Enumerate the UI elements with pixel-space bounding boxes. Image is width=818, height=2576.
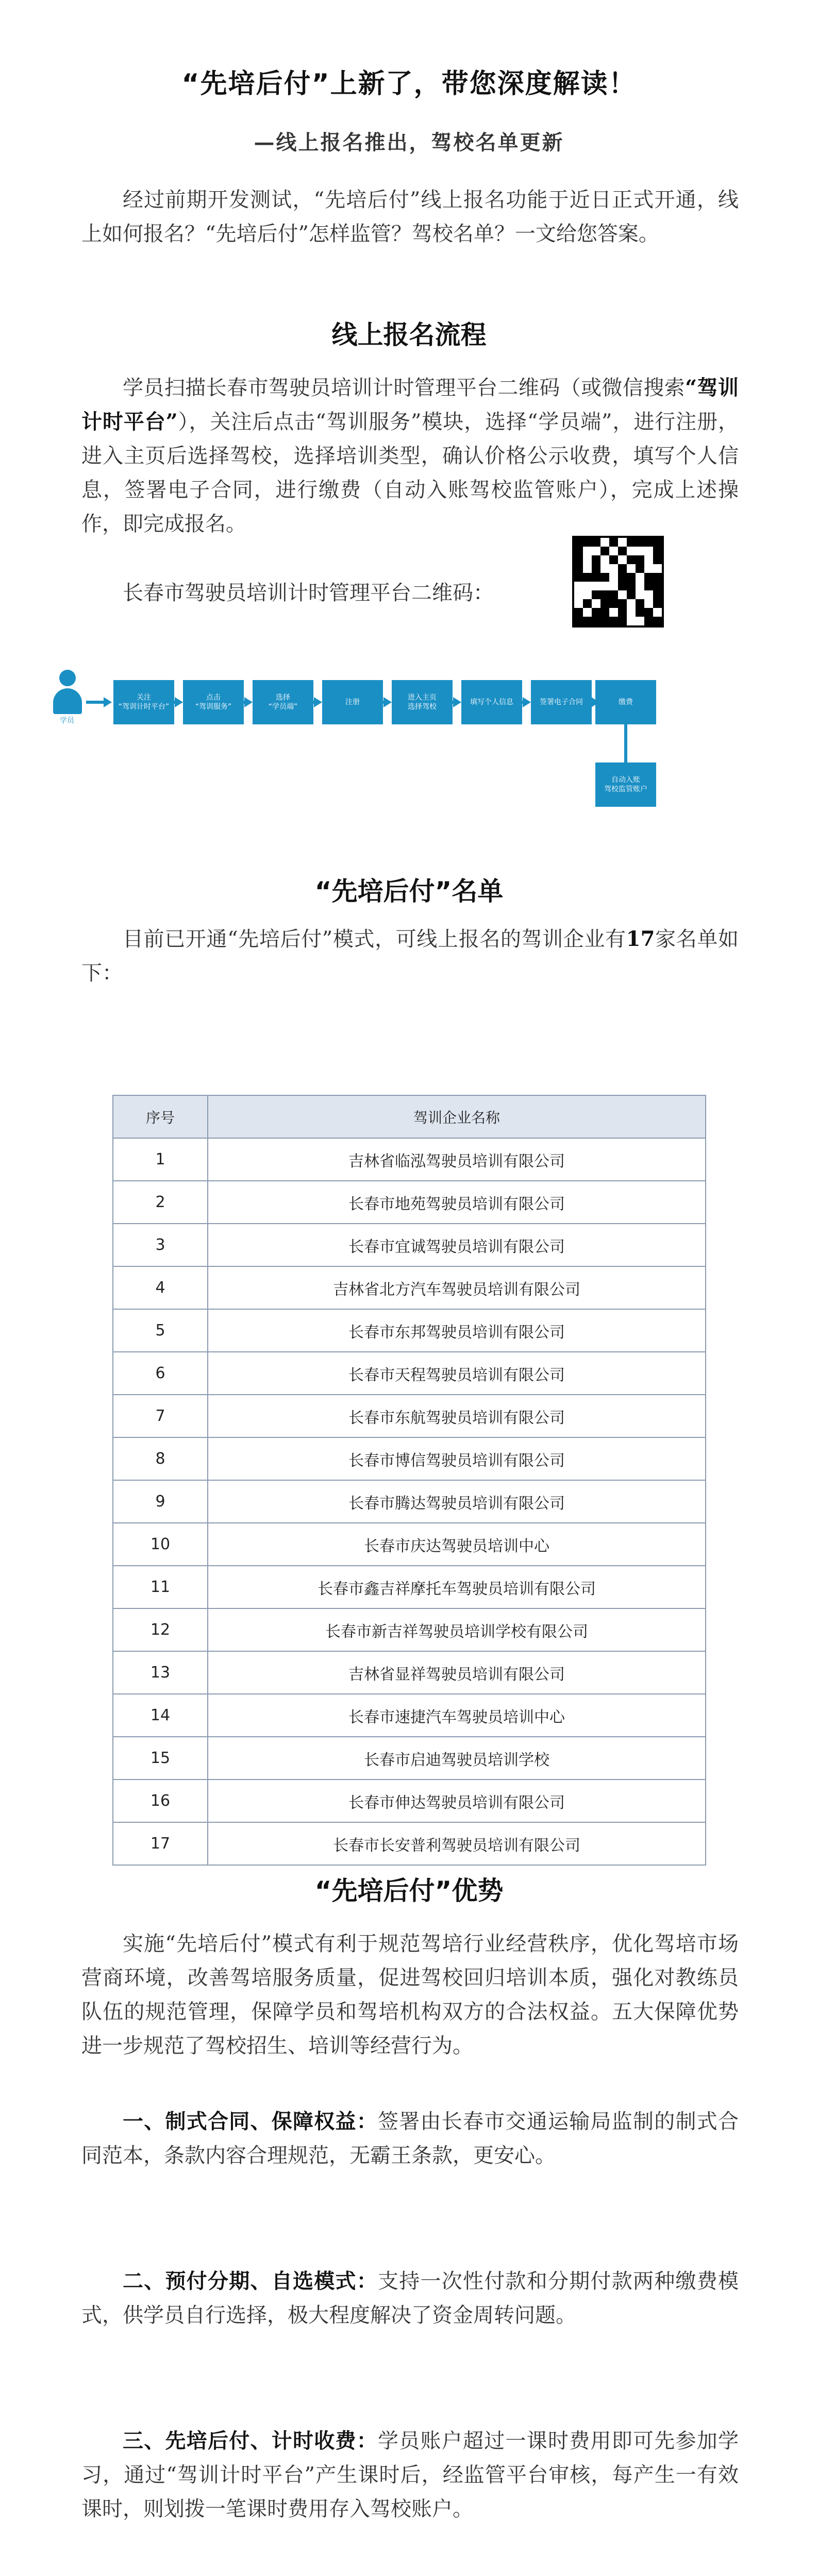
table-row: [113, 1651, 706, 1694]
row-number: 17: [113, 1822, 208, 1865]
table-row: [113, 1266, 706, 1309]
row-number: 8: [113, 1437, 208, 1480]
flow-arrow: [383, 701, 385, 704]
table-row: [113, 1694, 706, 1737]
advantage-label: 二、预付分期、自选模式：: [123, 2269, 378, 2293]
school-name: 长春市东邦驾驶员培训有限公司: [208, 1309, 706, 1352]
flow-step-8: 缴费: [595, 680, 656, 724]
list-intro-end: 家名单如下：: [81, 927, 739, 985]
row-number: 9: [113, 1480, 208, 1523]
flow-step-5: 进入主页 选择驾校: [392, 680, 453, 724]
flow-arrow: [244, 701, 245, 704]
section-heading-signup-flow: 线上报名流程: [331, 320, 487, 350]
school-name: 长春市鑫吉祥摩托车驾驶员培训有限公司: [208, 1566, 706, 1608]
flow-step-9: 自动入账 驾校监管账户: [595, 762, 656, 807]
row-number: 7: [113, 1395, 208, 1437]
column-header-no: 序号: [113, 1095, 208, 1138]
school-name: 长春市腾达驾驶员培训有限公司: [208, 1480, 706, 1523]
table-row: [113, 1480, 706, 1523]
row-number: 15: [113, 1737, 208, 1780]
qr-caption: 长春市驾驶员培训计时管理平台二维码：: [123, 581, 494, 605]
table-row: [113, 1224, 706, 1266]
row-number: 13: [113, 1651, 208, 1694]
signup-text-a: 学员扫描长春市驾驶员培训计时管理平台二维码（或微信搜索: [123, 376, 686, 400]
row-number: 3: [113, 1224, 208, 1266]
student-label: 学员: [60, 717, 74, 725]
table-row: [113, 1822, 706, 1865]
advantage-label: 三、先培后付、计时收费：: [123, 2429, 378, 2453]
school-name: 长春市启迪驾驶员培训学校: [208, 1737, 706, 1780]
advantage-text: 学员账户超过一课时费用即可先参加学习，通过“驾训计时平台”产生课时后，经监管平台审核，每产生一有效课时，则划拨一笔课时费用存入驾校账户。: [81, 2429, 739, 2521]
flow-arrow: [313, 701, 315, 704]
school-name: 长春市天程驾驶员培训有限公司: [208, 1352, 706, 1395]
row-number: 5: [113, 1309, 208, 1352]
table-row: [113, 1138, 706, 1181]
signup-text-c: ），关注后点击“驾训服务”模块，选择“学员端”，进行注册，进入主页后选择驾校，选择培训类型，确认价格公示收费，填写个人信息，签署电子合同，进行缴费（自动入账驾校监管账户），完成上述操作，即完成报名。: [81, 410, 739, 536]
table-row: [113, 1309, 706, 1352]
flow-step-3: 选择 “学员端”: [253, 680, 313, 724]
flow-step-6: 填写个人信息: [461, 680, 522, 724]
row-number: 11: [113, 1566, 208, 1608]
list-intro-text: 目前已开通“先培后付”模式，可线上报名的驾训企业有: [123, 927, 626, 951]
flow-arrow-down: [624, 724, 627, 762]
row-number: 12: [113, 1608, 208, 1651]
advantage-item: [81, 2105, 739, 2173]
row-number: 16: [113, 1780, 208, 1822]
driving-school-table: [112, 1095, 706, 1866]
advantage-label: 一、制式合同、保障权益：: [123, 2109, 378, 2133]
column-header-name: 驾训企业名称: [208, 1095, 706, 1138]
row-number: 2: [113, 1181, 208, 1224]
row-number: 10: [113, 1523, 208, 1566]
flow-step-7: 签署电子合同: [531, 680, 592, 724]
school-name: 长春市长安普利驾驶员培训有限公司: [208, 1822, 706, 1865]
school-name: 吉林省临泓驾驶员培训有限公司: [208, 1138, 706, 1181]
advantage-item: [81, 2424, 739, 2526]
school-name: 吉林省北方汽车驾驶员培训有限公司: [208, 1266, 706, 1309]
article-subtitle: —线上报名推出，驾校名单更新: [254, 130, 564, 155]
flow-step-2: 点击 “驾训服务”: [183, 680, 244, 724]
section-heading-advantages: “先培后付”优势: [314, 1876, 504, 1906]
school-name: 长春市新吉祥驾驶员培训学校有限公司: [208, 1608, 706, 1651]
table-row: [113, 1352, 706, 1395]
advantage-text: 支持一次性付款和分期付款两种缴费模式，供学员自行选择，极大程度解决了资金周转问题。: [81, 2269, 739, 2327]
school-name: 长春市庆达驾驶员培训中心: [208, 1523, 706, 1566]
table-row: [113, 1523, 706, 1566]
signup-paragraph: [81, 371, 739, 541]
signup-text-highlight: “驾训计时平台”: [81, 376, 739, 434]
list-intro: [81, 922, 739, 990]
student-icon: [49, 670, 85, 725]
intro-paragraph: 经过前期开发测试，“先培后付”线上报名功能于近日正式开通，线上如何报名？“先培后付”怎样监管？驾校名单？一文给您答案。: [81, 188, 739, 246]
school-name: 长春市东航驾驶员培训有限公司: [208, 1395, 706, 1437]
qr-code-icon[interactable]: [572, 536, 664, 628]
article-title: “先培后付”上新了，带您深度解读！: [181, 69, 637, 99]
flow-step-1: 关注 “驾训计时平台”: [113, 680, 174, 724]
row-number: 1: [113, 1138, 208, 1181]
school-name: 长春市地苑驾驶员培训有限公司: [208, 1181, 706, 1224]
table-row: [113, 1395, 706, 1437]
school-name: 长春市速捷汽车驾驶员培训中心: [208, 1694, 706, 1737]
advantages-intro: 实施“先培后付”模式有利于规范驾培行业经营秩序，优化驾培市场营商环境，改善驾培服务质量，促进驾校回归培训本质，强化对教练员队伍的规范管理，保障学员和驾培机构双方的合法权益。五大保障优势进一步规范了驾校招生、培训等经营行为。: [81, 1932, 739, 2058]
table-row: [113, 1566, 706, 1608]
table-row: [113, 1737, 706, 1780]
table-row: [113, 1181, 706, 1224]
row-number: 6: [113, 1352, 208, 1395]
flow-arrow: [453, 701, 454, 704]
school-name: 长春市伸达驾驶员培训有限公司: [208, 1780, 706, 1822]
row-number: 4: [113, 1266, 208, 1309]
signup-flowchart: [49, 665, 647, 829]
advantage-text: 签署由长春市交通运输局监制的制式合同范本，条款内容合理规范，无霸王条款，更安心。: [81, 2110, 739, 2167]
list-count: 17: [626, 927, 655, 951]
school-name: 长春市博信驾驶员培训有限公司: [208, 1437, 706, 1480]
section-heading-list: “先培后付”名单: [314, 876, 504, 906]
flow-arrow: [86, 701, 105, 704]
table-row: [113, 1780, 706, 1822]
school-name: 长春市宜诚驾驶员培训有限公司: [208, 1224, 706, 1266]
flow-arrow: [174, 701, 176, 704]
table-row: [113, 1608, 706, 1651]
row-number: 14: [113, 1694, 208, 1737]
table-header-row: [113, 1095, 706, 1138]
advantage-item: [81, 2264, 739, 2332]
table-row: [113, 1437, 706, 1480]
flow-arrow: [522, 701, 524, 704]
flow-step-4: 注册: [322, 680, 383, 724]
school-name: 吉林省显祥驾驶员培训有限公司: [208, 1651, 706, 1694]
